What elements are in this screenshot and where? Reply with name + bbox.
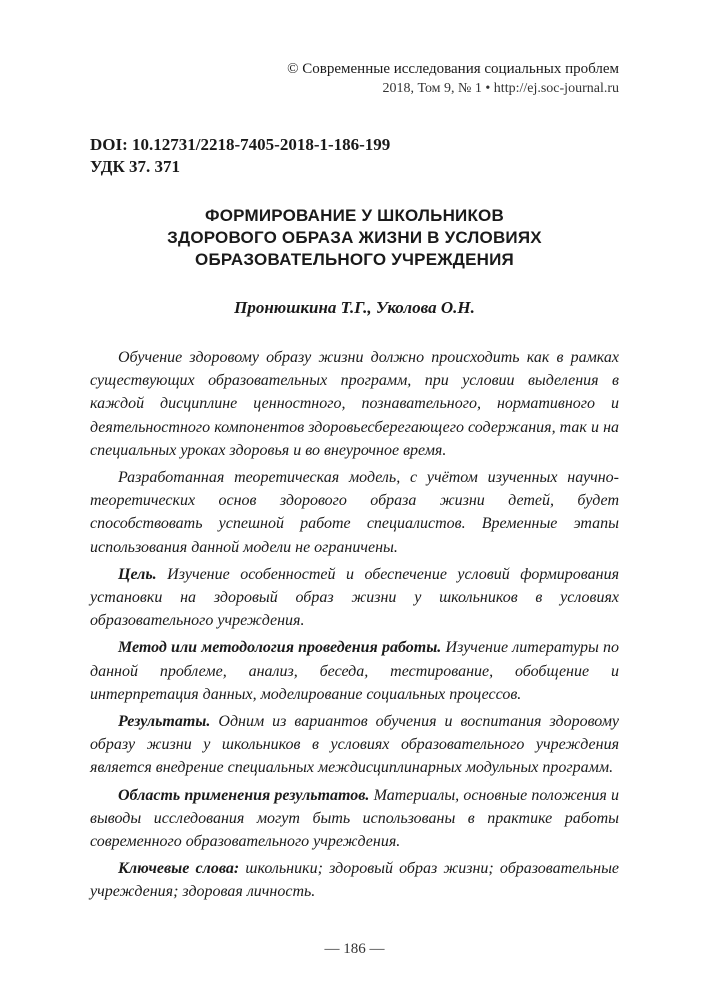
abstract-method <box>90 636 619 706</box>
authors: Пронюшкина Т.Г., Уколова О.Н. <box>234 298 475 317</box>
article-title <box>90 205 619 271</box>
title-line-1: ФОРМИРОВАНИЕ У ШКОЛЬНИКОВ <box>205 206 504 225</box>
abstract-paragraph-2: Разработанная теоретическая модель, с учётом изученных научно-теоретических основ здорового образа жизни детей, будет способствовать успешной работе специалистов. Временные этапы использования данной модели не ограничены. <box>90 469 619 556</box>
abstract-keywords <box>90 857 619 903</box>
goal-label: Цель. <box>118 565 157 583</box>
journal-name: © Современные исследования социальных проблем <box>287 61 619 77</box>
page-number: — 186 — <box>324 941 385 957</box>
application-text: Материалы, основные положения и выводы исследования могут быть использованы в практике работы современного образовательного учреждения. <box>90 786 620 851</box>
title-line-2: ЗДОРОВОГО ОБРАЗА ЖИЗНИ В УСЛОВИЯХ <box>167 228 542 247</box>
goal-text: Изучение особенностей и обеспечение условий формирования установки на здоровый образ жизни у школьников в условиях образовательного учреждения. <box>90 565 619 630</box>
abstract-application <box>90 784 619 854</box>
results-text: Одним из вариантов обучения и воспитания здоровому образу жизни у школьников в условиях образовательного учреждения является внедрение специальных междисциплинарных модульных программ. <box>90 713 619 777</box>
keywords-text: школьники; здоровый образ жизни; образовательные учреждения; здоровая личность. <box>90 860 620 901</box>
issue-info: 2018, Том 9, № 1 • http://ej.soc-journal.ru <box>382 81 619 96</box>
method-text: Изучение литературы по данной проблеме, анализ, беседа, тестирование, обобщение и интерпретация данных, моделирование социальных процессов. <box>90 639 620 703</box>
journal-header <box>287 60 619 98</box>
title-line-3: ОБРАЗОВАТЕЛЬНОГО УЧРЕЖДЕНИЯ <box>195 250 514 269</box>
doi: DOI: 10.12731/2218-7405-2018-1-186-199 <box>90 135 391 154</box>
udk: УДК 37. 371 <box>90 157 181 176</box>
abstract-goal <box>90 563 619 633</box>
results-label: Результаты. <box>118 713 211 731</box>
application-label: Область применения результатов. <box>118 786 370 804</box>
keywords-label: Ключевые слова: <box>118 860 240 878</box>
method-label: Метод или методология проведения работы. <box>118 639 442 657</box>
article-identifiers <box>90 134 390 178</box>
abstract <box>90 346 619 908</box>
abstract-paragraph-1: Обучение здоровому образу жизни должно происходить как в рамках существующих образовательных программ, при условии выделения в каждой дисциплине ценностного, познавательного, нормативного и деятельностного компонентов здоровьесберегающего содержания, так и на специальных уроках здоровья и во внеурочное время. <box>90 349 619 459</box>
abstract-results <box>90 710 619 780</box>
